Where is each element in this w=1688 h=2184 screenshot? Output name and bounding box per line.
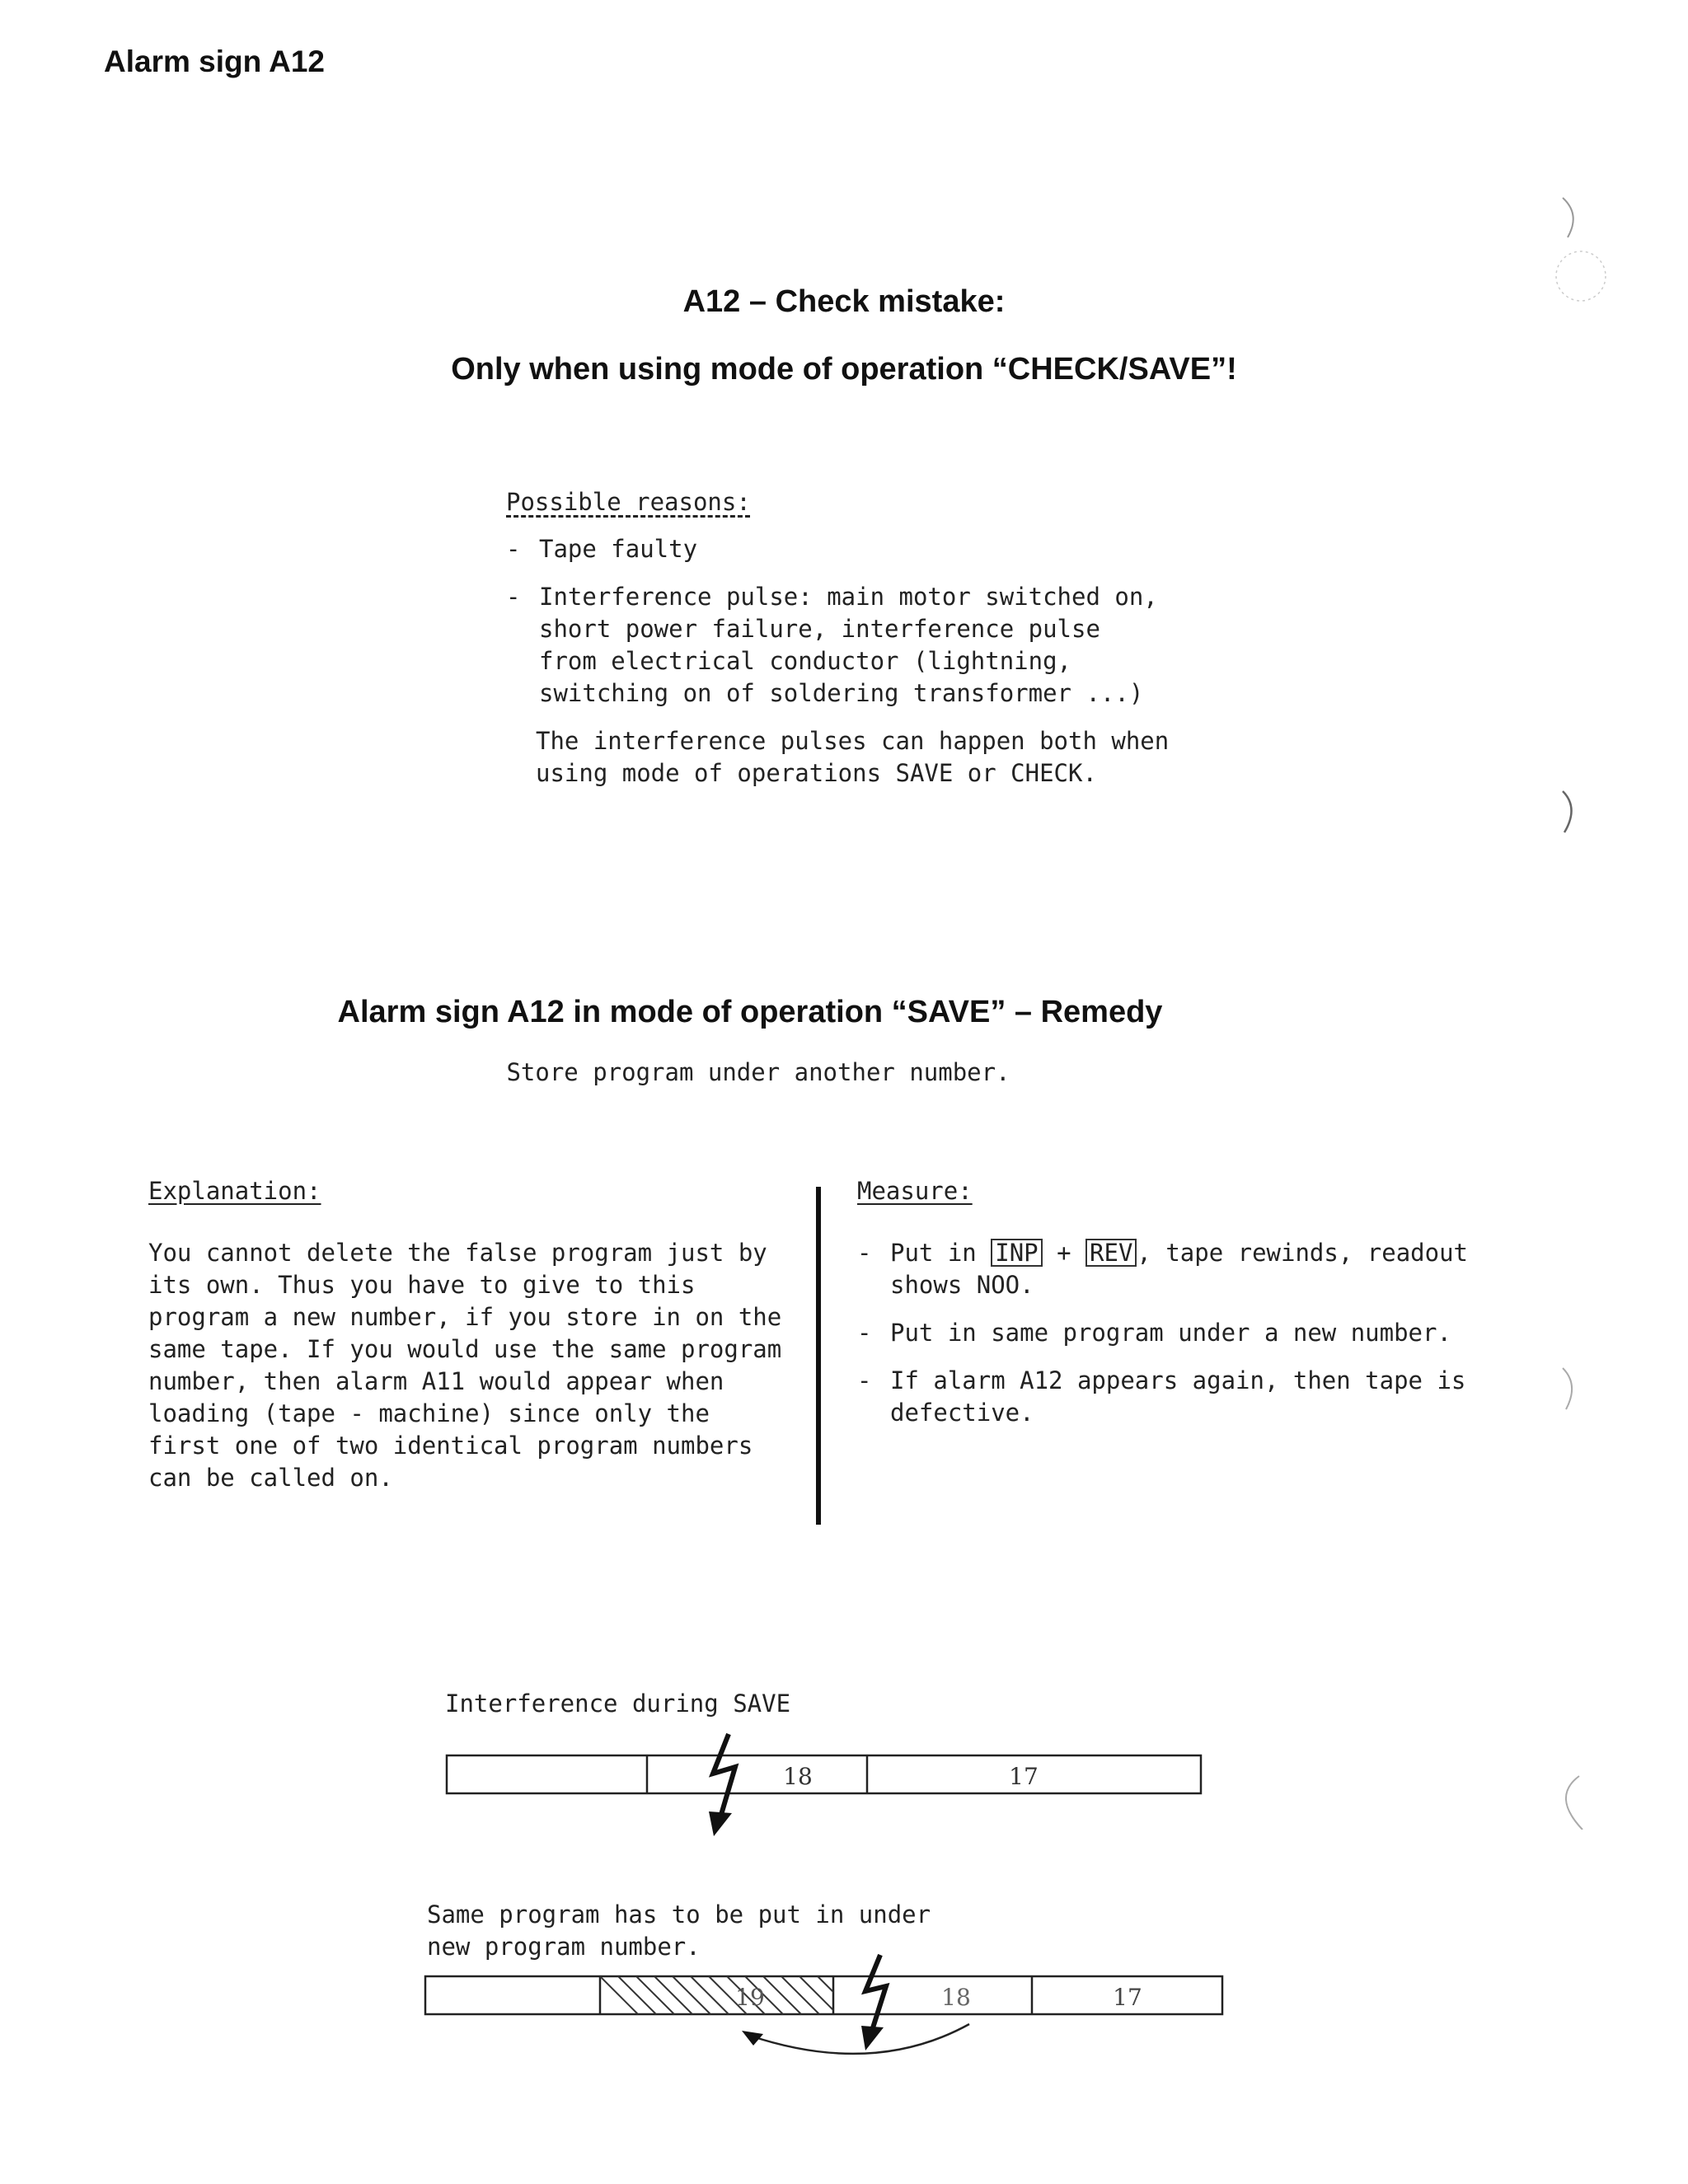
reason-item: - Tape faulty [506,533,1165,565]
diagram1-tape [429,1731,1212,1879]
lightning-bolt-icon [861,1955,886,2050]
reasons-heading: Possible reasons: [506,488,751,516]
diagram2-caption-line2: new program number. [427,1933,701,1961]
tape-cell-17: 17 [1009,1763,1039,1790]
section-subtitle-mode: Only when using mode of operation “CHECK/SAVE”! [451,352,1237,387]
tape-cell-17: 17 [1113,1984,1142,2011]
tape-cell-19: 19 [735,1984,765,2011]
tape-cell-18: 18 [941,1984,971,2011]
measure-heading: Measure: [857,1177,973,1205]
hatched-cell [600,1976,856,2014]
section-title-check-mistake: A12 – Check mistake: [682,284,1006,319]
lightning-bolt-icon [709,1734,735,1836]
inp-key: INP [991,1239,1042,1267]
measure-item: - If alarm A12 appears again, then tape is defective. [857,1365,1492,1429]
explanation-column [148,1175,795,1494]
tape-cell-18: 18 [783,1763,813,1790]
scan-margin-marks [1533,181,1632,1830]
remedy-subtitle: Store program under another number. [506,1058,1010,1086]
rev-key: REV [1085,1239,1137,1267]
diagram1-caption: Interference during SAVE [445,1690,791,1718]
explanation-heading: Explanation: [148,1177,321,1205]
reason-item: - Interference pulse: main motor switched on, short power failure, interference pulse from electrical conductor (lightning, switching on of soldering transformer ...) [506,581,1165,710]
diagram2-tape [412,1953,1236,2085]
possible-reasons-block [506,486,1182,790]
tape-strip [447,1755,1201,1793]
column-divider [816,1187,821,1525]
measure-item: - Put in same program under a new number. [857,1317,1492,1349]
page-header: Alarm sign A12 [104,45,325,78]
measure-item1-prefix: Put in [890,1239,977,1267]
interference-note: The interference pulses can happen both when using mode of operations SAVE or CHECK. [536,727,1170,787]
section-title-remedy: Alarm sign A12 in mode of operation “SAVE” – Remedy [337,995,1163,1029]
measure-column [857,1175,1492,1445]
plus-sign: + [1057,1239,1071,1267]
diagram2-caption-line1: Same program has to be put in under [427,1900,931,1929]
reasons-list [506,533,1165,710]
measure-item [857,1237,1492,1301]
explanation-text: You cannot delete the false program just by its own. Thus you have to give to this program a new number, if you store in on the same tape. If you would use the same program number, then alarm A11 would appear when loading (tape - machine) since only the first one of two identical program numbers can be called on. [148,1239,782,1492]
curved-arrow-icon [742,2024,969,2054]
measure-list [857,1237,1492,1429]
measure-item1-suffix: , tape rewinds, readout shows NOO. [890,1239,1468,1299]
